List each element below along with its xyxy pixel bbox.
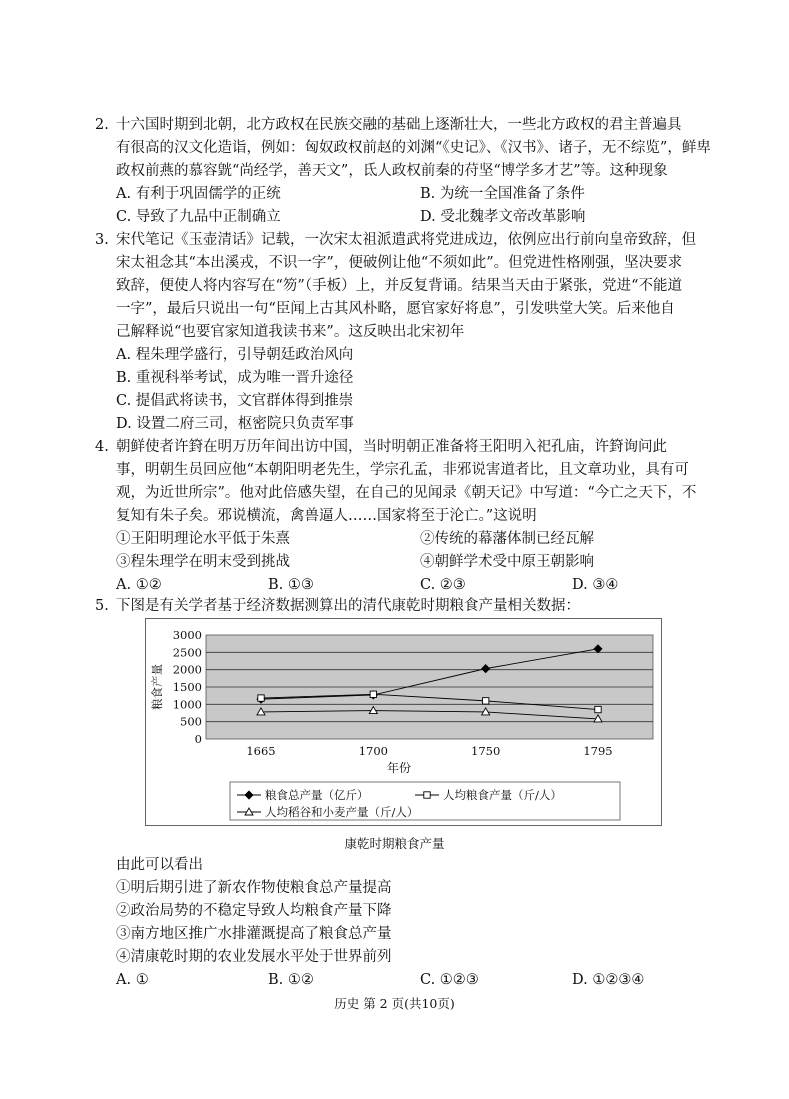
q5-statement-1: ①明后期引进了新农作物使粮食总产量提高	[116, 880, 392, 896]
q3-line-1: 宋代笔记《玉壶清话》记载，一次宋太祖派遣武将党进成边，依例应出行前向皇帝致辞，但	[116, 232, 696, 248]
x-tick-label: 1665	[246, 744, 276, 758]
q3-option-a: A. 程朱理学盛行，引导朝廷政治风向	[116, 347, 354, 363]
q4-option-c: C. ②③	[420, 577, 466, 593]
page-footer: 历史 第 2 页(共10页)	[334, 996, 455, 1011]
q2-option-b: B. 为统一全国准备了条件	[420, 186, 585, 202]
q2-line-3: 政权前燕的慕容皝“尚经学，善天文”，氐人政权前秦的苻坚“博学多才艺”等。这种现象	[116, 163, 668, 179]
q4-line-3: 观，为近世所宗”。他对此倍感失望，在自己的见闻录《朝天记》中写道：“今亡之天下，不	[116, 485, 697, 501]
series-point-2	[370, 691, 376, 697]
y-tick-label: 2500	[172, 645, 202, 660]
q5-number: 5.	[95, 598, 109, 614]
y-tick-label: 1000	[172, 697, 202, 712]
y-tick-label: 3000	[172, 628, 202, 642]
x-tick-label: 1795	[583, 744, 613, 758]
q3-line-5: 己解释说“也要官家知道我读书来”。这反映出北宋初年	[116, 324, 465, 340]
q4-option-d: D. ③④	[572, 577, 619, 593]
q3-option-b: B. 重视科举考试，成为唯一晋升途径	[116, 370, 354, 386]
q2-option-d: D. 受北魏孝文帝改革影响	[420, 209, 586, 225]
x-tick-label: 1750	[471, 744, 501, 758]
q3-line-2: 宋太祖念其“本出溪戎，不识一字”，便破例让他“不须如此”。但党进性格刚强，坚决要求	[116, 255, 683, 271]
q3-line-4: 一字”，最后只说出一句“臣闻上古其风朴略，愿官家好将息”，引发哄堂大笑。后来他自	[116, 301, 675, 317]
q2-number: 2.	[95, 117, 109, 133]
y-tick-label: 500	[180, 714, 202, 729]
q5-option-c: C. ①②③	[420, 972, 479, 988]
q4-line-1: 朝鲜使者许篈在明万历年间出访中国，当时明朝正准备将王阳明入祀孔庙，许篈询问此	[116, 439, 667, 455]
q5-intro: 下图是有关学者基于经济数据测算出的清代康乾时期粮食产量相关数据：	[116, 598, 580, 614]
q2-option-a: A. 有利于巩固儒学的正统	[116, 186, 281, 202]
legend-marker	[424, 792, 430, 798]
series-point-2	[258, 695, 264, 701]
q4-statement-4: ④朝鲜学术受中原王朝影响	[420, 554, 594, 570]
q4-statement-1: ①王阳明理论水平低于朱熹	[116, 531, 290, 547]
q5-option-d: D. ①②③④	[572, 972, 645, 988]
q5-statement-4: ④清康乾时期的农业发展水平处于世界前列	[116, 949, 392, 965]
chart-svg	[145, 618, 662, 826]
q5-statement-3: ③南方地区推广水排灌溉提高了粮食总产量	[116, 926, 392, 942]
q4-statement-3: ③程朱理学在明末受到挑战	[116, 554, 290, 570]
q4-line-4: 复知有朱子矣。邪说横流，禽兽逼人……国家将至于沦亡。”这说明	[116, 508, 537, 524]
q5-statement-2: ②政治局势的不稳定导致人均粮食产量下降	[116, 903, 392, 919]
q2-option-c: C. 导致了九品中正制确立	[116, 209, 281, 225]
q2-line-1: 十六国时期到北朝，北方政权在民族交融的基础上逐渐壮大，一些北方政权的君主普遍具	[116, 117, 682, 133]
y-axis-label: 粮食产量	[150, 664, 164, 710]
q4-number: 4.	[95, 439, 109, 455]
q4-statement-2: ②传统的幕藩体制已经瓦解	[420, 531, 594, 547]
legend-label: 人均稻谷和小麦产量（斤/人）	[265, 805, 419, 819]
series-point-2	[482, 698, 488, 704]
series-point-2	[595, 706, 601, 712]
chart-caption: 康乾时期粮食产量	[344, 836, 445, 851]
q3-number: 3.	[95, 232, 109, 248]
x-axis-label: 年份	[386, 761, 412, 775]
q5-option-b: B. ①②	[268, 972, 314, 988]
y-tick-label: 1500	[172, 680, 202, 694]
q3-line-3: 致辞，便使人将内容写在“笏”（手板）上，并反复背诵。结果当天由于紧张，党进“不能道	[116, 278, 682, 294]
x-tick-label: 1700	[358, 744, 388, 758]
q2-line-2: 有很高的汉文化造诣，例如：匈奴政权前赵的刘渊“《史记》、《汉书》、诸子，无不综览”，鲜卑	[116, 140, 711, 156]
q4-option-b: B. ①③	[268, 577, 314, 593]
legend-label: 人均粮食产量（斤/人）	[443, 788, 562, 802]
q4-option-a: A. ①②	[116, 577, 162, 593]
y-tick-label: 2000	[172, 662, 202, 677]
legend-label: 粮食总产量（亿斤）	[265, 788, 369, 802]
q4-line-2: 事，明朝生员回应他“本朝阳明老先生，学宗孔孟，非邪说害道者比，且文章功业，具有可	[116, 462, 689, 478]
grain-production-chart	[145, 618, 662, 826]
y-tick-label: 0	[194, 732, 202, 746]
q5-follow: 由此可以看出	[116, 857, 203, 873]
q5-option-a: A. ①	[116, 972, 149, 988]
q3-option-c: C. 提倡武将读书，文官群体得到推崇	[116, 393, 354, 409]
q3-option-d: D. 设置二府三司，枢密院只负责军事	[116, 416, 354, 432]
